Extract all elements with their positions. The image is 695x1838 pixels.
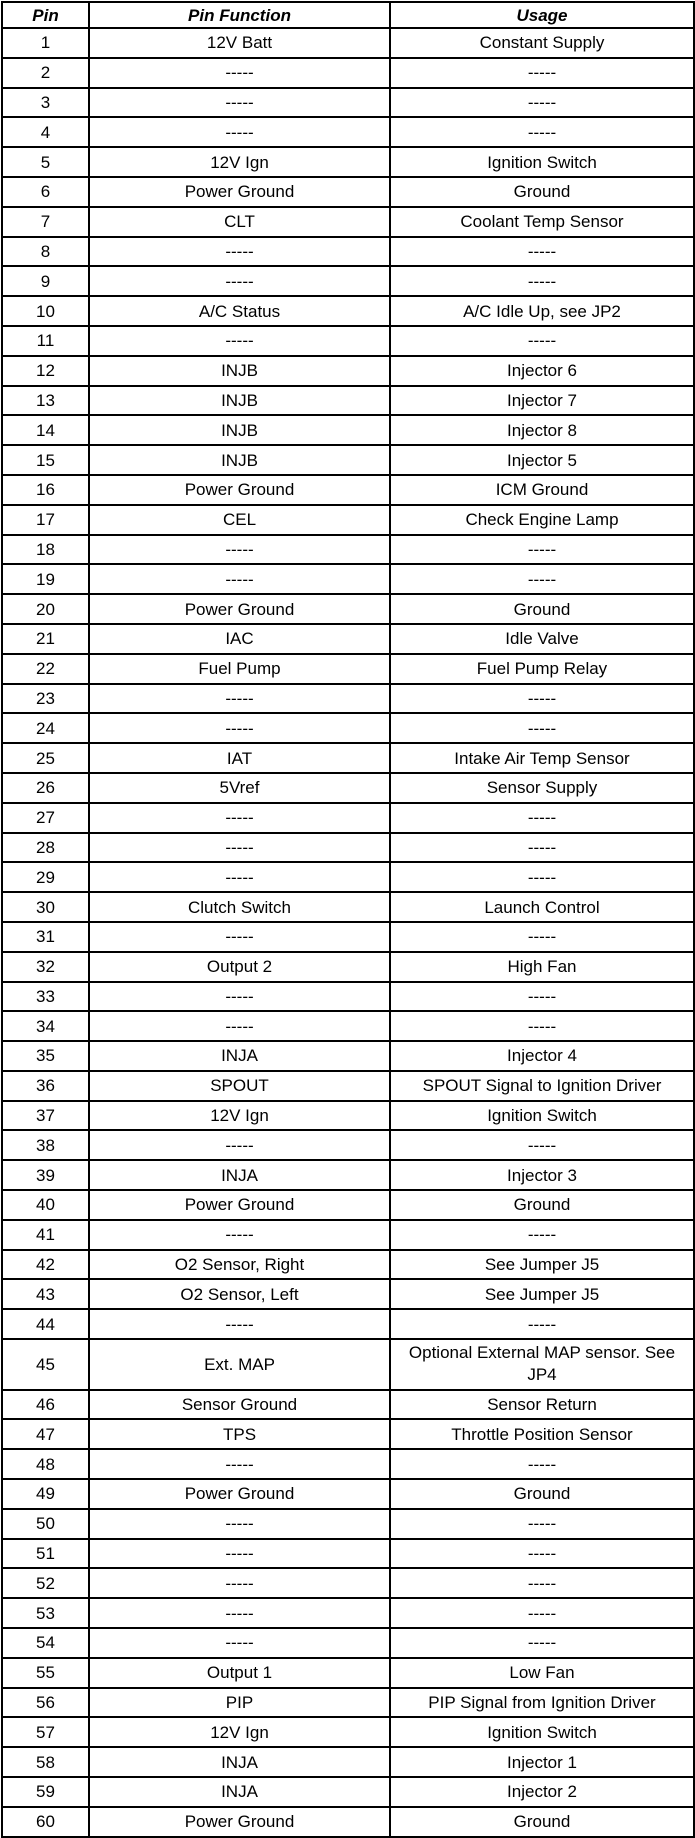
table-row [2,654,694,684]
table-row [2,982,694,1012]
usage-cell: ----- [390,237,694,267]
usage-cell: Optional External MAP sensor. See JP4 [390,1339,694,1390]
pin-function-cell: ----- [89,88,390,118]
usage-cell: ----- [390,117,694,147]
usage-cell: Injector 8 [390,415,694,445]
table-row [2,803,694,833]
pin-function-cell: Output 1 [89,1658,390,1688]
usage-cell: ----- [390,982,694,1012]
pin-function-cell: ----- [89,684,390,714]
table-row [2,1419,694,1449]
table-row [2,1449,694,1479]
table-row [2,177,694,207]
usage-cell: ----- [390,564,694,594]
pin-number-cell: 54 [2,1628,89,1658]
pin-number-cell: 15 [2,445,89,475]
pin-number-cell: 49 [2,1479,89,1509]
table-row [2,1807,694,1837]
pin-table [1,1,695,1838]
usage-cell: See Jumper J5 [390,1279,694,1309]
usage-cell: ICM Ground [390,475,694,505]
usage-cell: ----- [390,684,694,714]
usage-cell: Ground [390,1807,694,1837]
pin-function-cell: ----- [89,862,390,892]
pin-function-cell: INJA [89,1160,390,1190]
usage-cell: ----- [390,535,694,565]
usage-cell: Idle Valve [390,624,694,654]
pin-function-cell: O2 Sensor, Left [89,1279,390,1309]
usage-cell: Injector 2 [390,1777,694,1807]
table-row [2,88,694,118]
pin-function-cell: INJA [89,1747,390,1777]
pin-function-cell: ----- [89,803,390,833]
table-row [2,1220,694,1250]
usage-cell: ----- [390,1509,694,1539]
pin-number-cell: 34 [2,1011,89,1041]
usage-cell: Injector 1 [390,1747,694,1777]
pin-function-cell: 12V Ign [89,147,390,177]
usage-cell: Launch Control [390,892,694,922]
pin-number-cell: 40 [2,1190,89,1220]
pin-number-cell: 17 [2,505,89,535]
usage-cell: Injector 7 [390,386,694,416]
pin-number-cell: 11 [2,326,89,356]
table-row [2,505,694,535]
usage-cell: Ground [390,1190,694,1220]
table-row [2,1101,694,1131]
pin-number-cell: 51 [2,1539,89,1569]
usage-cell: Fuel Pump Relay [390,654,694,684]
table-row [2,952,694,982]
table-row [2,833,694,863]
usage-cell: ----- [390,1130,694,1160]
pin-number-cell: 12 [2,356,89,386]
pin-function-cell: ----- [89,535,390,565]
pin-number-cell: 32 [2,952,89,982]
table-row [2,326,694,356]
usage-cell: Check Engine Lamp [390,505,694,535]
pin-number-cell: 2 [2,58,89,88]
usage-cell: Sensor Return [390,1390,694,1420]
table-row [2,1747,694,1777]
usage-cell: Constant Supply [390,28,694,58]
table-row [2,415,694,445]
pin-number-cell: 19 [2,564,89,594]
usage-cell: Throttle Position Sensor [390,1419,694,1449]
header-pin: Pin [2,2,89,28]
table-row [2,1160,694,1190]
pin-number-cell: 20 [2,594,89,624]
table-row [2,1688,694,1718]
pin-number-cell: 18 [2,535,89,565]
table-row [2,1309,694,1339]
pin-function-cell: CLT [89,207,390,237]
usage-cell: Ground [390,1479,694,1509]
pin-function-cell: ----- [89,1309,390,1339]
table-row [2,147,694,177]
pin-number-cell: 5 [2,147,89,177]
pin-number-cell: 27 [2,803,89,833]
pin-number-cell: 55 [2,1658,89,1688]
pin-function-cell: Output 2 [89,952,390,982]
header-usage: Usage [390,2,694,28]
pin-number-cell: 14 [2,415,89,445]
pin-function-cell: ----- [89,1598,390,1628]
usage-cell: ----- [390,862,694,892]
pin-number-cell: 45 [2,1339,89,1390]
pin-number-cell: 1 [2,28,89,58]
table-row [2,564,694,594]
table-row [2,1658,694,1688]
header-row [2,2,694,28]
pin-function-cell: 5Vref [89,773,390,803]
usage-cell: ----- [390,88,694,118]
pin-function-cell: CEL [89,505,390,535]
table-row [2,773,694,803]
pin-number-cell: 53 [2,1598,89,1628]
pin-number-cell: 43 [2,1279,89,1309]
table-row [2,743,694,773]
usage-cell: ----- [390,1539,694,1569]
pin-function-cell: Power Ground [89,475,390,505]
usage-cell: Injector 4 [390,1041,694,1071]
pin-number-cell: 50 [2,1509,89,1539]
pin-function-cell: Ext. MAP [89,1339,390,1390]
pin-function-cell: Power Ground [89,594,390,624]
table-row [2,207,694,237]
usage-cell: ----- [390,1449,694,1479]
pin-number-cell: 23 [2,684,89,714]
usage-cell: ----- [390,1011,694,1041]
pin-function-cell: ----- [89,922,390,952]
pin-function-cell: TPS [89,1419,390,1449]
pin-function-cell: 12V Ign [89,1101,390,1131]
pin-function-cell: Power Ground [89,1190,390,1220]
usage-cell: SPOUT Signal to Ignition Driver [390,1071,694,1101]
table-body [2,28,694,1837]
usage-cell: ----- [390,58,694,88]
pin-function-cell: ----- [89,982,390,1012]
pin-function-cell: INJB [89,415,390,445]
pin-function-cell: 12V Batt [89,28,390,58]
usage-cell: High Fan [390,952,694,982]
table-row [2,58,694,88]
table-row [2,1598,694,1628]
table-row [2,237,694,267]
usage-cell: Injector 6 [390,356,694,386]
table-row [2,922,694,952]
pin-number-cell: 44 [2,1309,89,1339]
pin-number-cell: 36 [2,1071,89,1101]
pin-number-cell: 28 [2,833,89,863]
usage-cell: Sensor Supply [390,773,694,803]
table-row [2,624,694,654]
pin-number-cell: 41 [2,1220,89,1250]
pin-function-cell: PIP [89,1688,390,1718]
pin-number-cell: 60 [2,1807,89,1837]
usage-cell: Low Fan [390,1658,694,1688]
pin-number-cell: 35 [2,1041,89,1071]
pin-function-cell: ----- [89,117,390,147]
pin-function-cell: Fuel Pump [89,654,390,684]
table-row [2,684,694,714]
usage-cell: Coolant Temp Sensor [390,207,694,237]
table-row [2,296,694,326]
pin-function-cell: Clutch Switch [89,892,390,922]
pin-function-cell: O2 Sensor, Right [89,1250,390,1280]
pin-function-cell: INJA [89,1041,390,1071]
pin-number-cell: 37 [2,1101,89,1131]
pin-number-cell: 42 [2,1250,89,1280]
table-row [2,1250,694,1280]
usage-cell: ----- [390,266,694,296]
pin-function-cell: ----- [89,1130,390,1160]
pin-function-cell: ----- [89,1220,390,1250]
pin-function-cell: ----- [89,1568,390,1598]
pin-function-cell: ----- [89,1539,390,1569]
pin-number-cell: 56 [2,1688,89,1718]
pin-number-cell: 4 [2,117,89,147]
usage-cell: Ground [390,177,694,207]
table-row [2,445,694,475]
pin-function-cell: ----- [89,326,390,356]
pin-number-cell: 33 [2,982,89,1012]
pin-number-cell: 16 [2,475,89,505]
table-header [2,2,694,28]
table-row [2,117,694,147]
usage-cell: Ignition Switch [390,1101,694,1131]
pin-number-cell: 58 [2,1747,89,1777]
pin-number-cell: 26 [2,773,89,803]
pin-function-cell: Sensor Ground [89,1390,390,1420]
table-row [2,892,694,922]
pin-number-cell: 25 [2,743,89,773]
table-row [2,266,694,296]
table-row [2,1190,694,1220]
pin-function-cell: ----- [89,1628,390,1658]
table-row [2,1509,694,1539]
pin-function-cell: Power Ground [89,1807,390,1837]
usage-cell: ----- [390,1628,694,1658]
pin-function-cell: SPOUT [89,1071,390,1101]
pin-number-cell: 57 [2,1717,89,1747]
pin-function-cell: A/C Status [89,296,390,326]
usage-cell: ----- [390,1568,694,1598]
pin-number-cell: 9 [2,266,89,296]
usage-cell: See Jumper J5 [390,1250,694,1280]
pin-function-cell: ----- [89,266,390,296]
pin-number-cell: 3 [2,88,89,118]
pin-function-cell: ----- [89,1509,390,1539]
pin-function-cell: INJB [89,445,390,475]
table-row [2,535,694,565]
pin-function-cell: ----- [89,237,390,267]
table-row [2,1339,694,1390]
pin-function-cell: INJB [89,386,390,416]
table-row [2,713,694,743]
usage-cell: ----- [390,1220,694,1250]
table-row [2,1568,694,1598]
usage-cell: Injector 3 [390,1160,694,1190]
pin-number-cell: 7 [2,207,89,237]
table-row [2,28,694,58]
pin-number-cell: 21 [2,624,89,654]
pin-function-cell: Power Ground [89,177,390,207]
usage-cell: Ignition Switch [390,1717,694,1747]
table-row [2,1628,694,1658]
usage-cell: PIP Signal from Ignition Driver [390,1688,694,1718]
pin-number-cell: 59 [2,1777,89,1807]
pin-function-cell: Power Ground [89,1479,390,1509]
usage-cell: ----- [390,922,694,952]
table-row [2,1539,694,1569]
table-row [2,475,694,505]
table-row [2,1390,694,1420]
pin-number-cell: 8 [2,237,89,267]
table-row [2,594,694,624]
pin-function-cell: ----- [89,564,390,594]
pin-number-cell: 10 [2,296,89,326]
pin-function-cell: 12V Ign [89,1717,390,1747]
pin-number-cell: 22 [2,654,89,684]
pin-number-cell: 29 [2,862,89,892]
table-row [2,1041,694,1071]
pin-number-cell: 13 [2,386,89,416]
usage-cell: ----- [390,803,694,833]
pin-number-cell: 47 [2,1419,89,1449]
table-row [2,1279,694,1309]
pin-function-cell: IAC [89,624,390,654]
pin-number-cell: 48 [2,1449,89,1479]
pin-number-cell: 38 [2,1130,89,1160]
table-row [2,1479,694,1509]
table-row [2,1777,694,1807]
table-row [2,1071,694,1101]
pin-function-cell: ----- [89,58,390,88]
pin-function-cell: ----- [89,833,390,863]
usage-cell: A/C Idle Up, see JP2 [390,296,694,326]
pin-number-cell: 39 [2,1160,89,1190]
pin-number-cell: 46 [2,1390,89,1420]
pin-function-cell: INJB [89,356,390,386]
pin-function-cell: IAT [89,743,390,773]
usage-cell: Ignition Switch [390,147,694,177]
table-row [2,386,694,416]
table-row [2,1011,694,1041]
pin-number-cell: 52 [2,1568,89,1598]
pin-number-cell: 30 [2,892,89,922]
pin-function-cell: INJA [89,1777,390,1807]
usage-cell: ----- [390,326,694,356]
usage-cell: ----- [390,1309,694,1339]
table-row [2,862,694,892]
usage-cell: ----- [390,833,694,863]
pin-function-cell: ----- [89,1449,390,1479]
pin-number-cell: 6 [2,177,89,207]
table-row [2,356,694,386]
header-pin-function: Pin Function [89,2,390,28]
pin-function-cell: ----- [89,713,390,743]
usage-cell: Injector 5 [390,445,694,475]
pin-number-cell: 24 [2,713,89,743]
usage-cell: ----- [390,1598,694,1628]
usage-cell: ----- [390,713,694,743]
pin-number-cell: 31 [2,922,89,952]
usage-cell: Ground [390,594,694,624]
usage-cell: Intake Air Temp Sensor [390,743,694,773]
pin-function-cell: ----- [89,1011,390,1041]
table-row [2,1130,694,1160]
table-row [2,1717,694,1747]
